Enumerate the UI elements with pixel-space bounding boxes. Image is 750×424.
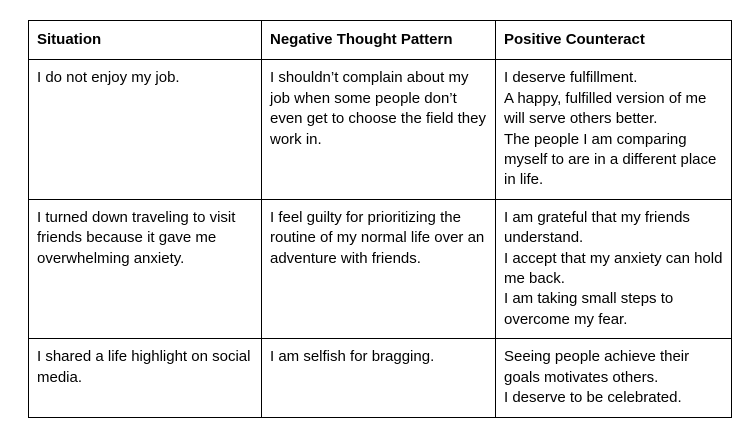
thought-pattern-table xyxy=(28,20,732,418)
positive-line: I accept that my anxiety can hold me back. xyxy=(504,249,723,288)
positive-counteract-cell xyxy=(496,339,732,417)
header-situation: Situation xyxy=(29,21,262,60)
positive-line: I deserve to be celebrated. xyxy=(504,389,682,407)
negative-thought-cell: I feel guilty for prioritizing the routine of my normal life over an adventure with friends. xyxy=(262,199,496,338)
negative-thought-cell: I shouldn’t complain about my job when some people don’t even get to choose the field they work in. xyxy=(262,60,496,199)
positive-counteract-cell xyxy=(496,199,732,338)
header-positive-counteract: Positive Counteract xyxy=(496,21,732,60)
positive-line: I deserve fulfillment. xyxy=(504,69,638,87)
positive-line: The people I am comparing myself to are in a different place in life. xyxy=(504,130,717,189)
positive-line: I am grateful that my friends understand. xyxy=(504,208,690,247)
table-row xyxy=(29,199,732,338)
header-row xyxy=(29,21,732,60)
positive-line: Seeing people achieve their goals motivates others. xyxy=(504,348,690,386)
positive-counteract-cell xyxy=(496,60,732,199)
situation-cell: I do not enjoy my job. xyxy=(29,60,262,199)
situation-cell: I turned down traveling to visit friends because it gave me overwhelming anxiety. xyxy=(29,199,262,338)
positive-line: I am taking small steps to overcome my fear. xyxy=(504,290,674,328)
positive-line: A happy, fulfilled version of me will serve others better. xyxy=(504,89,707,128)
table-row xyxy=(29,339,732,417)
header-negative-thought-pattern: Negative Thought Pattern xyxy=(262,21,496,60)
negative-thought-cell: I am selfish for bragging. xyxy=(262,339,496,417)
table-row xyxy=(29,60,732,199)
situation-cell: I shared a life highlight on social media. xyxy=(29,339,262,417)
